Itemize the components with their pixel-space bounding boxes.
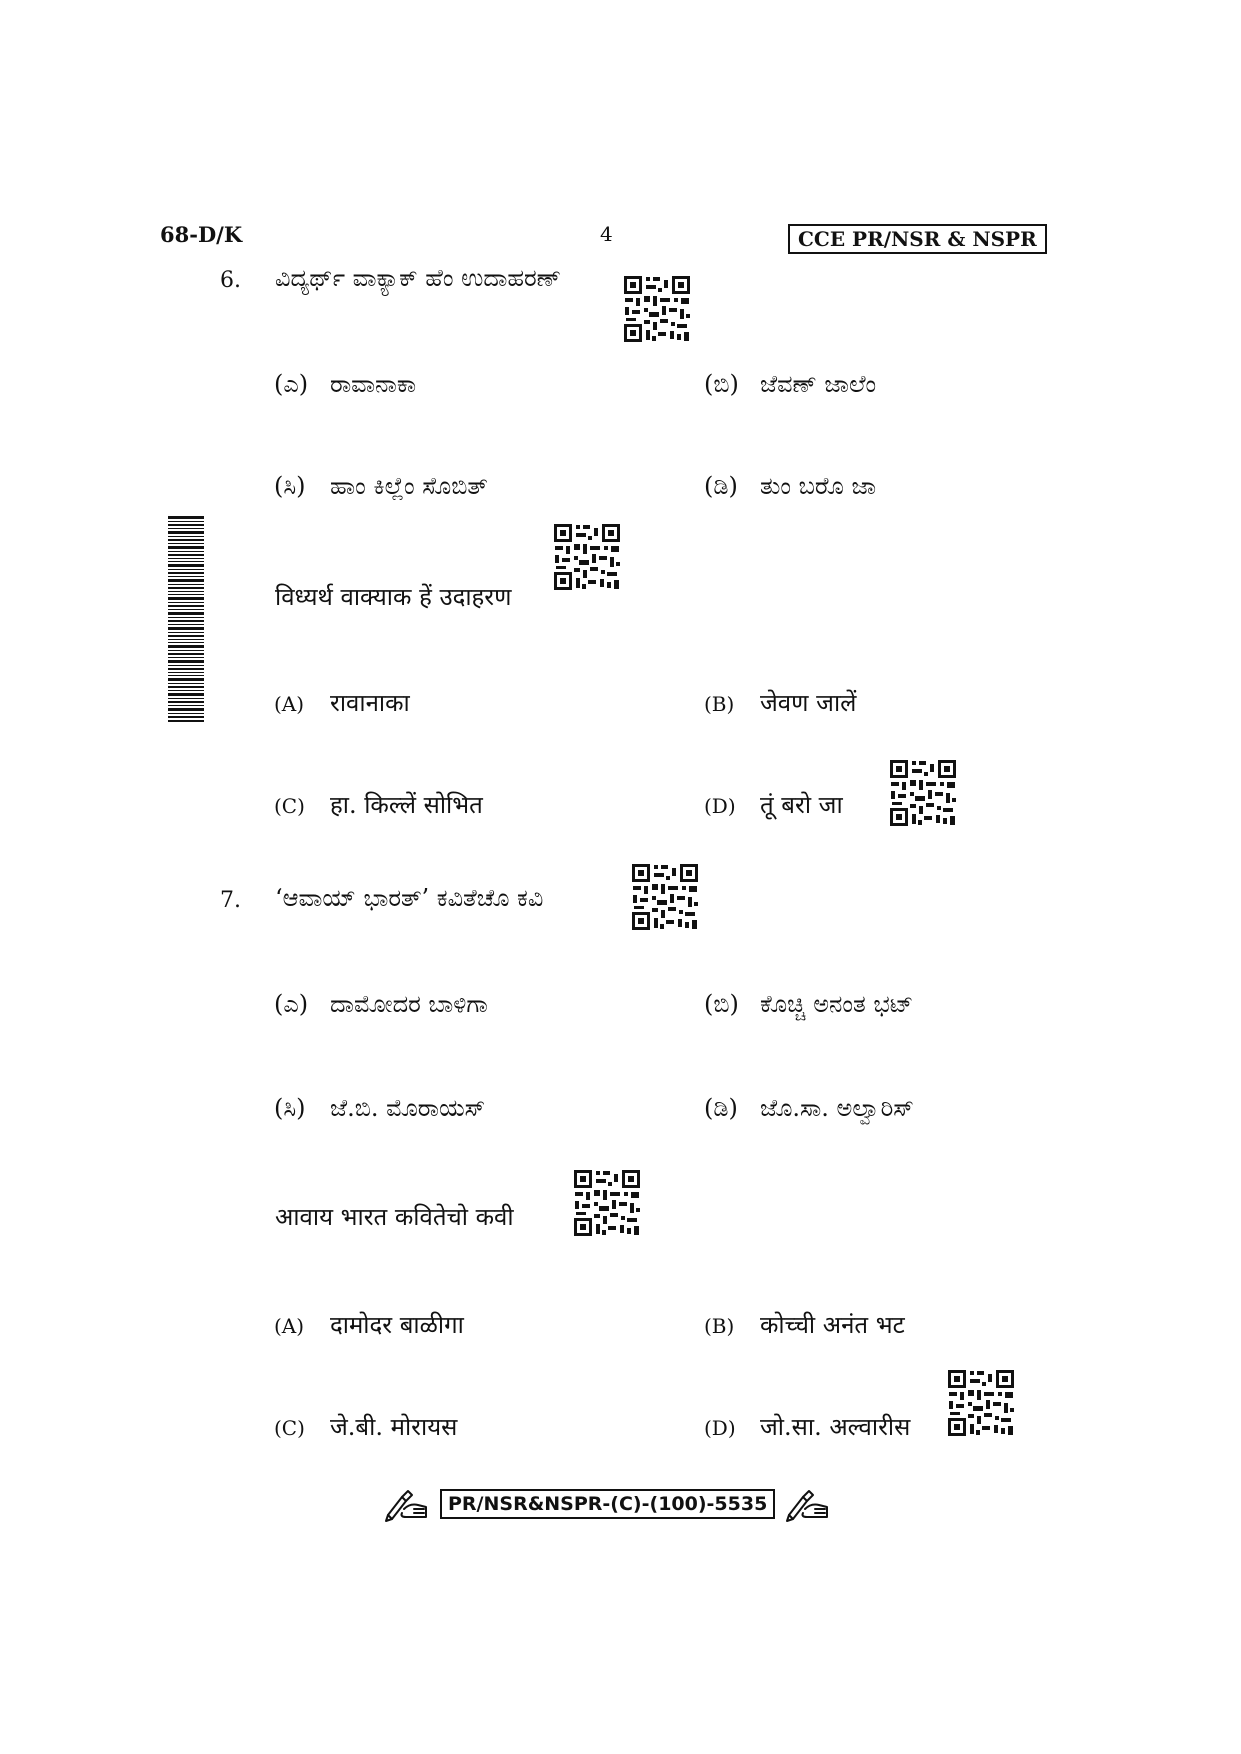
option-text: ಕೊಚ್ಚಿ ಅನಂತ ಭಟ್ [760,990,914,1018]
option-d-kannada[interactable] [704,472,876,500]
question-text-devanagari: विध्यर्थ वाक्याक हें उदाहरण [275,583,512,611]
option-label: (A) [274,692,305,716]
option-label: (A) [274,1314,305,1338]
question-text-kannada: ‘ಆವಾಯ್ ಭಾರತ್’ ಕವಿತೆಚೊ ಕವಿ [275,884,544,912]
option-text: जे.बी. मोरायस [330,1413,458,1441]
option-label: (ಸಿ) [274,1094,306,1122]
option-label: (C) [274,794,305,818]
option-label: (ಎ) [274,990,309,1018]
option-label: (ಡಿ) [704,1094,738,1122]
option-label: (B) [704,692,735,716]
paper-code: 68-D/K [160,222,243,247]
writing-hand-icon [384,1485,430,1523]
option-a-devanagari[interactable] [274,1308,464,1341]
qr-code-icon[interactable] [630,862,700,932]
option-a-kannada[interactable] [274,370,416,398]
option-text: ಜೊ.ಸಾ. ಅಲ್ವಾರಿಸ್ [760,1094,914,1122]
writing-hand-icon [785,1485,831,1523]
option-text: रावानाका [330,689,410,717]
question-text-devanagari: आवाय भारत कवितेचो कवी [275,1203,514,1231]
option-a-kannada[interactable] [274,990,488,1018]
option-a-devanagari[interactable] [274,686,410,719]
option-text: ತುಂ ಬರೊ ಜಾ [760,472,877,500]
exam-code-box: CCE PR/NSR & NSPR [788,224,1047,254]
option-text: जेवण जालें [760,689,857,717]
question-number: 6. [220,268,241,293]
option-d-kannada[interactable] [704,1094,914,1122]
option-label: (ಬಿ) [704,990,739,1018]
option-label: (B) [704,1314,735,1338]
option-label: (ಡಿ) [704,472,738,500]
option-d-devanagari[interactable] [704,1410,910,1443]
option-label: (C) [274,1416,305,1440]
option-text: जो.सा. अल्वारीस [760,1413,911,1441]
qr-code-icon[interactable] [888,758,958,828]
question-number: 7. [220,888,241,913]
option-label: (D) [704,1416,736,1440]
option-text: ಹಾಂ ಕಿಲ್ಲೆಂ ಸೊಬಿತ್ [330,472,488,500]
option-text: ರಾವಾನಾಕಾ [330,370,417,398]
qr-code-icon[interactable] [552,522,622,592]
option-text: ಜೆ.ಬಿ. ಮೊರಾಯಸ್ [330,1094,486,1122]
option-c-devanagari[interactable] [274,788,483,821]
option-text: कोच्ची अनंत भट [760,1311,905,1339]
option-c-kannada[interactable] [274,1094,485,1122]
option-b-kannada[interactable] [704,990,913,1018]
question-text-kannada: ವಿದ್ಯರ್ಥ್ ವಾಕ್ಯಾಕ್ ಹೆಂ ಉದಾಹರಣ್ [275,264,561,292]
option-label: (ಬಿ) [704,370,739,398]
option-b-devanagari[interactable] [704,1308,905,1341]
option-c-kannada[interactable] [274,472,488,500]
option-text: हा. किल्लें सोभित [330,791,483,819]
option-text: दामोदर बाळीगा [330,1311,464,1339]
option-label: (ಸಿ) [274,472,306,500]
footer [384,1485,831,1523]
option-text: ಜೆವಣ್ ಜಾಲೆಂ [760,370,877,398]
option-b-devanagari[interactable] [704,686,856,719]
qr-code-icon[interactable] [572,1168,642,1238]
qr-code-icon[interactable] [622,274,692,344]
footer-code: PR/NSR&NSPR-(C)-(100)-5535 [440,1489,775,1519]
qr-code-icon[interactable] [946,1368,1016,1438]
option-b-kannada[interactable] [704,370,876,398]
option-label: (D) [704,794,736,818]
option-c-devanagari[interactable] [274,1410,457,1443]
option-d-devanagari[interactable] [704,788,843,821]
option-text: तूं बरो जा [760,791,843,819]
page-number: 4 [600,222,613,246]
barcode-icon [168,516,204,722]
option-text: ದಾಮೋದರ ಬಾಳಿಗಾ [330,990,488,1018]
option-label: (ಎ) [274,370,309,398]
